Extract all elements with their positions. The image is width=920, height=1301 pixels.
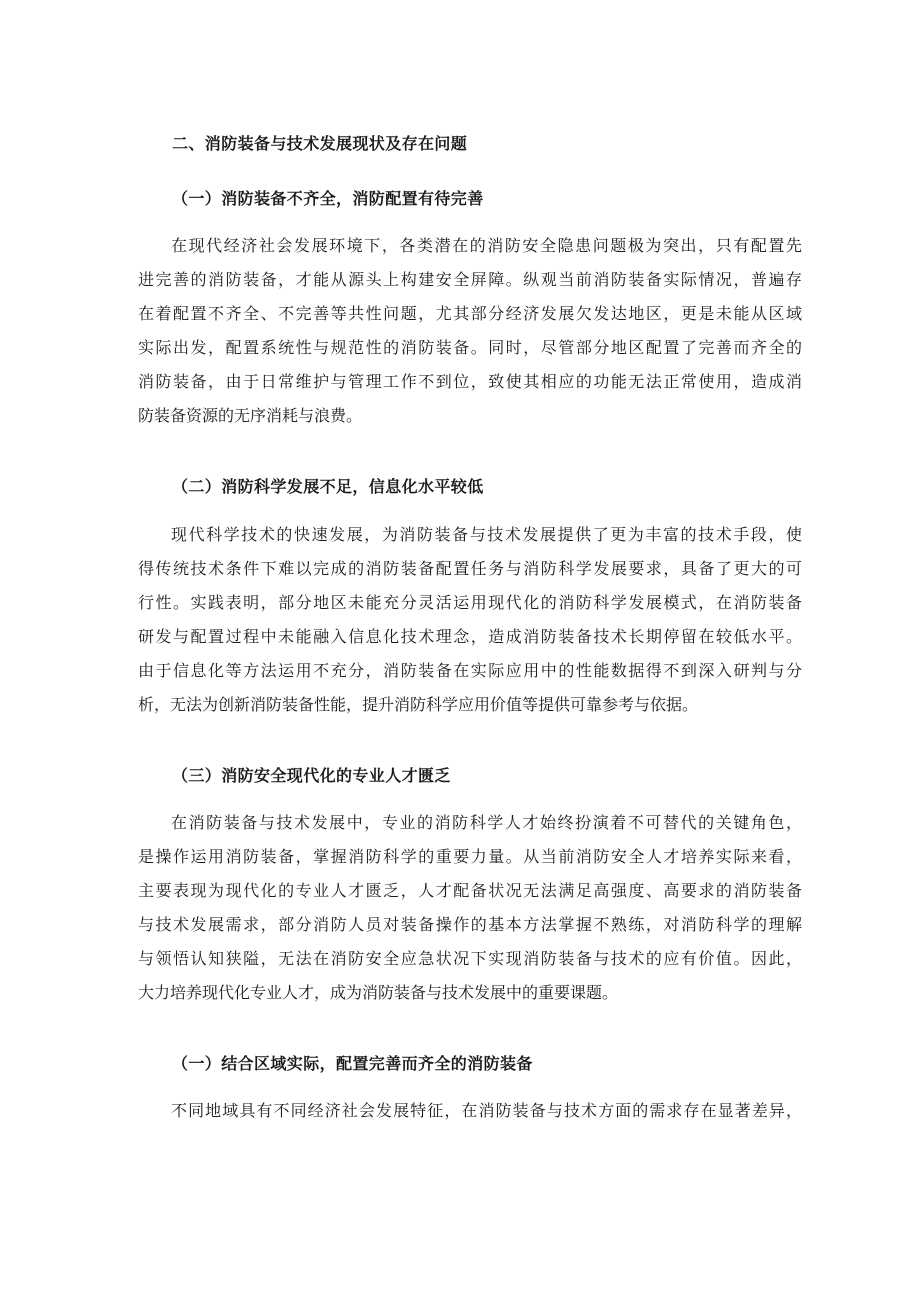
- paragraph-line: 现代科学技术的快速发展，为消防装备与技术发展提供了更为丰富的技术手段，使: [171, 525, 802, 544]
- subsection-heading-2: （二）消防科学发展不足，信息化水平较低: [172, 477, 484, 496]
- paragraph-line: 在现代经济社会发展环境下，各类潜在的消防安全隐患问题极为突出，只有配置先: [171, 236, 802, 255]
- paragraph-2: [138, 518, 802, 722]
- paragraph-4: [138, 1094, 802, 1128]
- paragraph-line: 是操作运用消防装备，掌握消防科学的重要力量。从当前消防安全人才培养实际来看，: [138, 847, 802, 866]
- paragraph-line: 析，无法为创新消防装备性能，提升消防科学应用价值等提供可靠参考与依据。: [138, 695, 699, 714]
- paragraph-line: 消防装备，由于日常维护与管理工作不到位，致使其相应的功能无法正常使用，造成消: [138, 372, 802, 391]
- paragraph-line: 进完善的消防装备，才能从源头上构建安全屏障。纵观当前消防装备实际情况，普遍存: [138, 270, 802, 289]
- section-title: 二、消防装备与技术发展现状及存在问题: [172, 134, 468, 153]
- paragraph-line: 不同地域具有不同经济社会发展特征，在消防装备与技术方面的需求存在显著差异，: [171, 1101, 802, 1120]
- paragraph-line: 主要表现为现代化的专业人才匮乏，人才配备状况无法满足高强度、高要求的消防装备: [138, 881, 802, 900]
- paragraph-line: 实际出发，配置系统性与规范性的消防装备。同时，尽管部分地区配置了完善而齐全的: [138, 338, 802, 357]
- subsection-heading-3: （三）消防安全现代化的专业人才匮乏: [172, 766, 451, 785]
- paragraph-line: 在消防装备与技术发展中，专业的消防科学人才始终扮演着不可替代的关键角色，: [171, 813, 802, 832]
- paragraph-line: 在着配置不齐全、不完善等共性问题，尤其部分经济发展欠发达地区，更是未能从区域: [138, 304, 802, 323]
- paragraph-line: 与技术发展需求，部分消防人员对装备操作的基本方法掌握不熟练，对消防科学的理解: [138, 915, 802, 934]
- paragraph-line: 行性。实践表明，部分地区未能充分灵活运用现代化的消防科学发展模式，在消防装备: [138, 593, 802, 612]
- paragraph-line: 与领悟认知狭隘，无法在消防安全应急状况下实现消防装备与技术的应有价值。因此，: [138, 949, 802, 968]
- paragraph-3: [138, 806, 802, 1010]
- paragraph-line: 大力培养现代化专业人才，成为消防装备与技术发展中的重要课题。: [138, 983, 619, 1002]
- subsection-heading-4: （一）结合区域实际，配置完善而齐全的消防装备: [172, 1054, 533, 1073]
- paragraph-line: 防装备资源的无序消耗与浪费。: [138, 406, 363, 425]
- paragraph-line: 由于信息化等方法运用不充分，消防装备在实际应用中的性能数据得不到深入研判与分: [138, 661, 802, 680]
- paragraph-line: 得传统技术条件下难以完成的消防装备配置任务与消防科学发展要求，具备了更大的可: [138, 559, 802, 578]
- paragraph-1: [138, 229, 802, 433]
- subsection-heading-1: （一）消防装备不齐全，消防配置有待完善: [172, 189, 484, 208]
- paragraph-line: 研发与配置过程中未能融入信息化技术理念，造成消防装备技术长期停留在较低水平。: [138, 627, 802, 646]
